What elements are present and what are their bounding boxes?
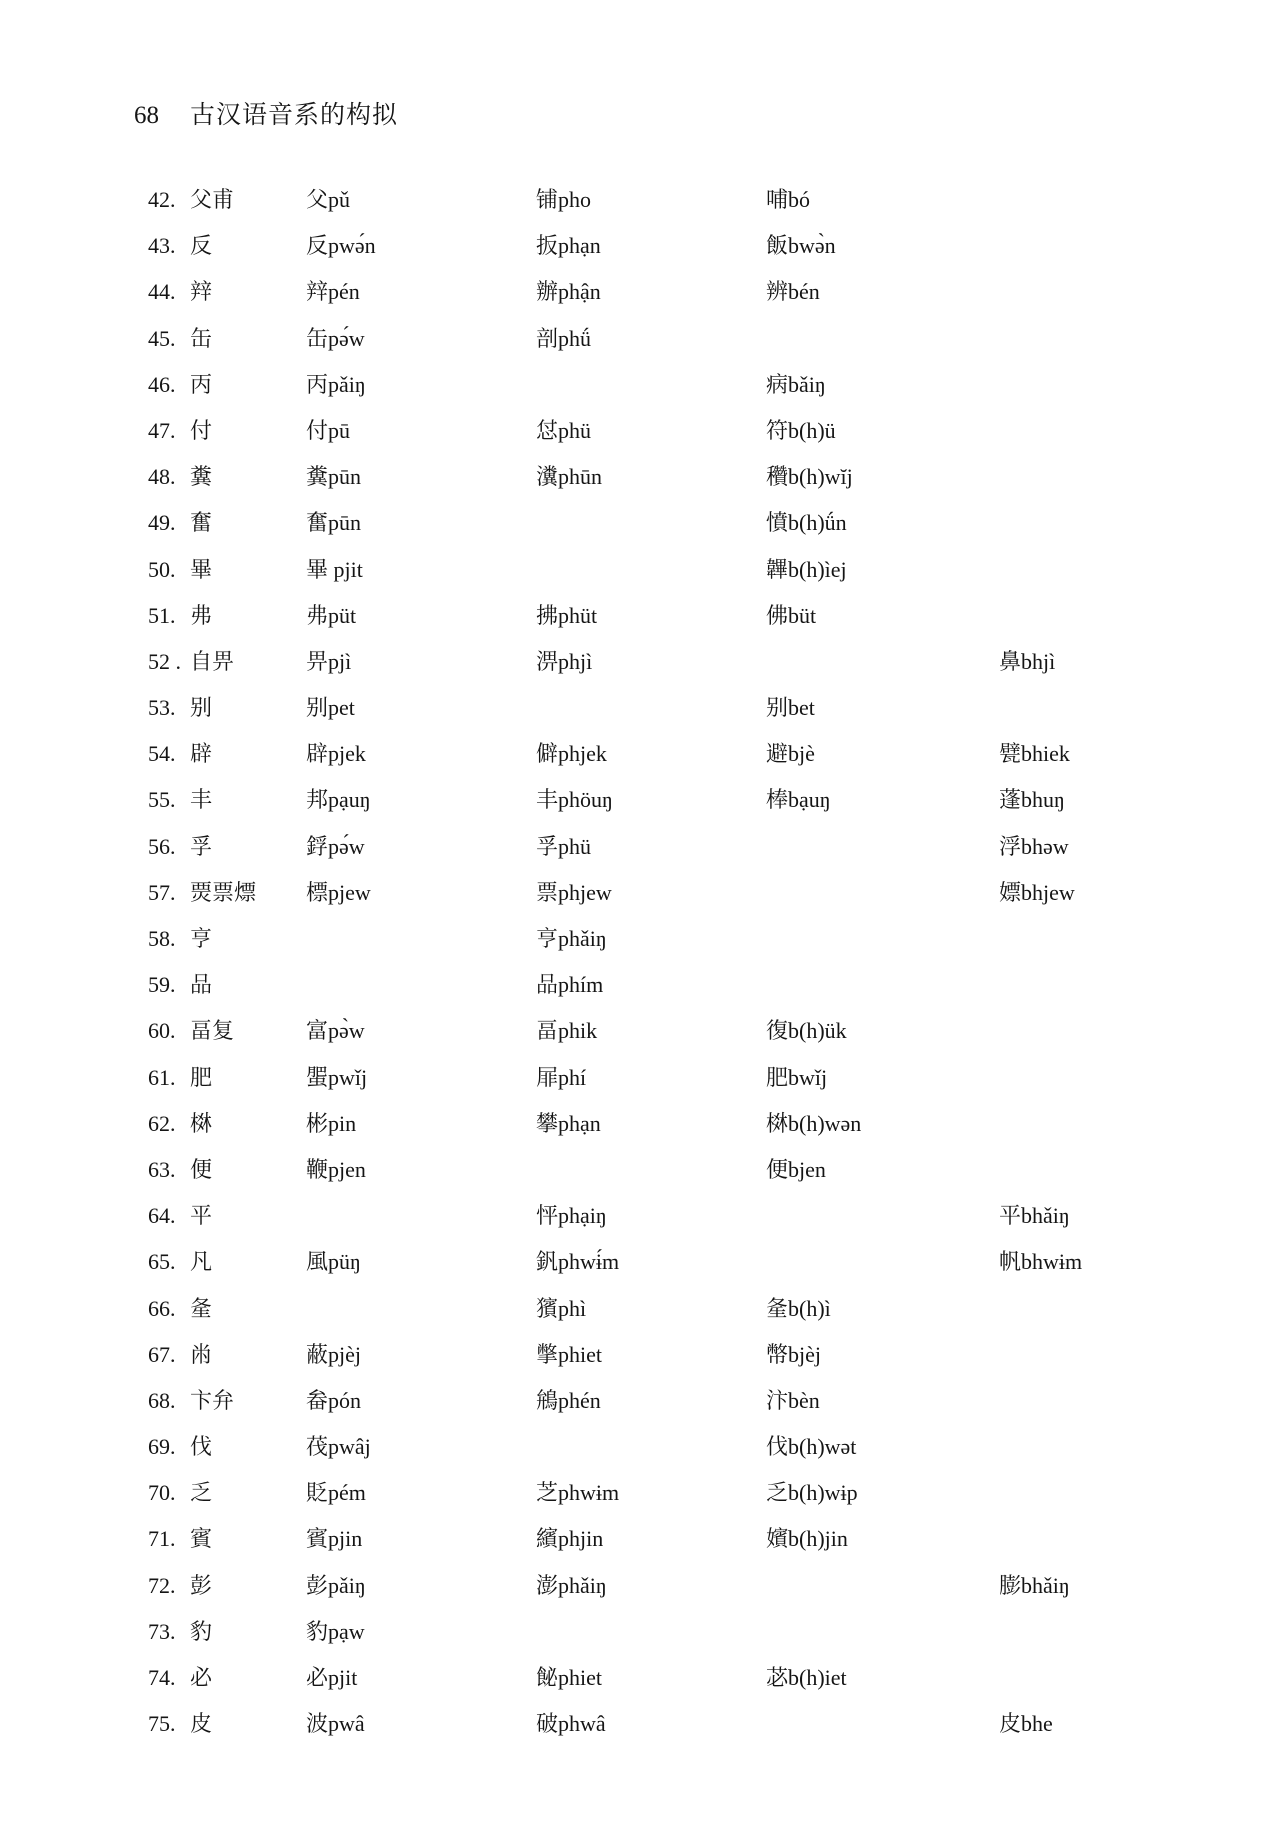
b-reading: 嬪b(h)jin (766, 1526, 848, 1552)
table-row (0, 1101, 1280, 1147)
ph-reading: 畐phik (536, 1018, 598, 1044)
b-reading: 韠b(h)ìej (766, 556, 847, 582)
table-row (0, 1193, 1280, 1239)
ph-reading: 淠phjì (536, 648, 593, 674)
phonetic-element: 伐 (190, 1434, 213, 1460)
entry-number: 47. (148, 417, 176, 443)
p-reading: 風püŋ (306, 1249, 361, 1275)
entry-number: 58. (148, 926, 176, 951)
phonetic-element: 肥 (190, 1064, 213, 1090)
entry-number: 64. (148, 1203, 176, 1229)
table-row (0, 685, 1280, 731)
entry-number: 68. (148, 1387, 176, 1413)
p-reading: 糞pūn (306, 464, 362, 490)
b-reading: 棒bạuŋ (766, 787, 831, 813)
table-row (0, 824, 1280, 870)
p-reading: 鋢pə́w (306, 833, 365, 859)
b-reading: 肥bwǐj (766, 1064, 828, 1090)
ph-reading: 飶phiet (536, 1665, 602, 1690)
phonetic-element: 彭 (190, 1572, 213, 1598)
table-row (0, 1516, 1280, 1562)
phonetic-element: 父甫 (190, 187, 235, 212)
p-reading: 貶pém (306, 1480, 366, 1506)
entry-number: 60. (148, 1018, 176, 1044)
phonetic-element: 反 (190, 233, 213, 259)
phonetic-element: 豹 (190, 1618, 213, 1644)
phonetic-element: 凡 (190, 1249, 213, 1275)
b-reading: 乏b(h)wɨp (766, 1480, 858, 1506)
p-reading: 奮pūn (306, 510, 362, 536)
b-reading: 復b(h)ük (766, 1018, 847, 1044)
phonetic-element: 㶾票熛 (190, 879, 257, 905)
entry-number: 57. (148, 879, 176, 905)
entry-number: 51. (148, 602, 176, 628)
phonetic-element: 皮 (190, 1711, 213, 1737)
p-reading: 豹pạw (306, 1618, 365, 1644)
table-row (0, 1147, 1280, 1193)
ph-reading: 怤phü (536, 417, 592, 443)
table-row (0, 962, 1280, 1008)
ph-reading: 铺pho (536, 187, 592, 212)
phonetic-element: 孚 (190, 833, 213, 859)
table-row (0, 408, 1280, 454)
b-reading: 别bet (766, 695, 815, 721)
phonetic-element: 㡀 (190, 1341, 213, 1367)
phonetic-element: 㚅 (190, 1295, 213, 1321)
phonetic-element: 辡 (190, 279, 213, 305)
entry-number: 44. (148, 279, 176, 305)
phonetic-element: 亨 (190, 926, 213, 951)
ph-reading: 亨phǎiŋ (536, 926, 607, 951)
ph-reading: 拂phüt (536, 602, 598, 628)
phonetic-element: 畢 (190, 556, 213, 582)
ph-reading: 攀phạn (536, 1110, 601, 1136)
p-reading: 畀pjì (306, 648, 352, 674)
table-row (0, 547, 1280, 593)
b-reading: 病bǎiŋ (766, 371, 826, 397)
p-reading: 辟pjek (306, 741, 366, 767)
bh-reading: 皮bhe (999, 1711, 1053, 1737)
table-row (0, 1470, 1280, 1516)
phonetic-element: 奮 (190, 510, 213, 536)
bh-reading: 甓bhiek (999, 741, 1070, 767)
entry-number: 49. (148, 510, 176, 536)
ph-reading: 扳phạn (536, 233, 601, 259)
bh-reading: 帆bhwɨm (999, 1249, 1083, 1275)
b-reading: 飯bwə̀n (766, 233, 836, 259)
page-number: 68 (134, 102, 159, 129)
b-reading: 符b(h)ü (766, 417, 836, 443)
ph-reading: 芝phwɨm (536, 1480, 620, 1506)
entry-number: 43. (148, 233, 176, 259)
p-reading: 蜰pwǐj (306, 1064, 368, 1090)
phonetic-element: 丰 (190, 787, 213, 813)
table-row (0, 1286, 1280, 1332)
p-reading: 父pǔ (306, 187, 351, 212)
b-reading: 棥b(h)wən (766, 1110, 862, 1136)
p-reading: 缶pə́w (306, 325, 365, 351)
ph-reading: 屝phí (536, 1064, 587, 1090)
p-reading: 必pjit (306, 1665, 358, 1690)
entry-number: 56. (148, 833, 176, 859)
p-reading: 付pū (306, 417, 351, 443)
ph-reading: 澎phǎiŋ (536, 1572, 607, 1598)
phonetic-element: 别 (190, 695, 213, 721)
ph-reading: 辦phận (536, 279, 601, 305)
p-reading: 鞭pjen (306, 1156, 366, 1182)
p-reading: 反pwə́n (306, 233, 376, 259)
entry-number: 63. (148, 1156, 176, 1182)
table-row (0, 593, 1280, 639)
b-reading: 伐b(h)wət (766, 1434, 857, 1460)
table-row (0, 454, 1280, 500)
entry-number: 73. (148, 1618, 176, 1644)
phonetic-element: 乏 (190, 1480, 213, 1506)
entry-number: 62. (148, 1110, 176, 1136)
b-reading: 幣bjèj (766, 1341, 821, 1367)
phonetic-element: 糞 (190, 464, 213, 490)
ph-reading: 瀵phūn (536, 464, 603, 490)
ph-reading: 鴘phén (536, 1387, 601, 1413)
phonetic-element: 付 (190, 417, 213, 443)
book-title: 古汉语音系的构拟 (190, 102, 399, 129)
entry-number: 53. (148, 695, 176, 721)
table-row (0, 1055, 1280, 1101)
phonetic-element: 賓 (190, 1526, 213, 1552)
table-row (0, 1424, 1280, 1470)
entry-number: 65. (148, 1249, 176, 1275)
phonetic-element: 卞弁 (190, 1387, 235, 1413)
p-reading: 標pjew (306, 879, 371, 905)
p-reading: 彭pǎiŋ (306, 1572, 366, 1598)
table-row (0, 316, 1280, 362)
phonetic-series-list (0, 177, 1280, 1747)
ph-reading: 撆phiet (536, 1341, 602, 1367)
p-reading: 茷pwâj (306, 1434, 371, 1460)
entry-number: 72. (148, 1572, 176, 1598)
table-row (0, 1378, 1280, 1424)
b-reading: 便bjen (766, 1156, 826, 1182)
table-row (0, 177, 1280, 223)
ph-reading: 繽phjin (536, 1526, 604, 1552)
table-row (0, 1609, 1280, 1655)
ph-reading: 票phjew (536, 879, 612, 905)
entry-number: 42. (148, 187, 176, 212)
b-reading: 辨bén (766, 279, 820, 305)
table-row (0, 1008, 1280, 1054)
phonetic-element: 棥 (190, 1110, 213, 1136)
table-row (0, 639, 1280, 685)
table-row (0, 731, 1280, 777)
b-reading: 避bjè (766, 741, 815, 767)
entry-number: 46. (148, 371, 176, 397)
p-reading: 弗püt (306, 602, 357, 628)
ph-reading: 品phím (536, 972, 604, 998)
entry-number: 66. (148, 1295, 176, 1321)
entry-number: 75. (148, 1711, 176, 1737)
entry-number: 70. (148, 1480, 176, 1506)
b-reading: 汴bèn (766, 1387, 820, 1413)
entry-number: 61. (148, 1064, 176, 1090)
entry-number: 54. (148, 741, 176, 767)
table-row (0, 777, 1280, 823)
table-row (0, 1655, 1280, 1701)
entry-number: 59. (148, 972, 176, 998)
phonetic-element: 畐复 (190, 1018, 235, 1044)
b-reading: 㚅b(h)ì (766, 1295, 831, 1321)
b-reading: 佛büt (766, 602, 817, 628)
ph-reading: 丰phöuŋ (536, 787, 613, 813)
entry-number: 67. (148, 1341, 176, 1367)
b-reading: 哺bó (766, 187, 811, 212)
table-row (0, 916, 1280, 962)
ph-reading: 剖phǘ (536, 325, 592, 351)
bh-reading: 蓬bhuŋ (999, 787, 1065, 813)
table-row (0, 1701, 1280, 1747)
table-row (0, 1563, 1280, 1609)
running-header (0, 100, 1280, 132)
ph-reading: 釩phwɨ́m (536, 1249, 620, 1275)
entry-number: 48. (148, 464, 176, 490)
phonetic-element: 必 (190, 1665, 213, 1690)
entry-number: 45. (148, 325, 176, 351)
p-reading: 畢 pjit (306, 556, 363, 582)
bh-reading: 鼻bhjì (999, 648, 1056, 674)
phonetic-element: 弗 (190, 602, 213, 628)
phonetic-element: 品 (190, 972, 213, 998)
ph-reading: 破phwâ (536, 1711, 606, 1737)
ph-reading: 孚phü (536, 833, 592, 859)
p-reading: 辡pén (306, 279, 360, 305)
phonetic-element: 便 (190, 1156, 213, 1182)
p-reading: 富pə̀w (306, 1018, 365, 1044)
entry-number: 50. (148, 556, 176, 582)
table-row (0, 870, 1280, 916)
b-reading: 憤b(h)ǘn (766, 510, 847, 536)
phonetic-element: 丙 (190, 371, 213, 397)
entry-number: 69. (148, 1434, 176, 1460)
p-reading: 蔽pjèj (306, 1341, 361, 1367)
bh-reading: 膨bhǎiŋ (999, 1572, 1070, 1598)
p-reading: 别pet (306, 695, 355, 721)
b-reading: 穳b(h)wĭj (766, 464, 853, 490)
p-reading: 畚pón (306, 1387, 362, 1413)
p-reading: 賓pjin (306, 1526, 363, 1552)
table-row (0, 1239, 1280, 1285)
phonetic-element: 平 (190, 1203, 213, 1229)
b-reading: 苾b(h)iet (766, 1665, 847, 1690)
p-reading: 彬pin (306, 1110, 357, 1136)
p-reading: 邦pạuŋ (306, 787, 371, 813)
table-row (0, 269, 1280, 315)
bh-reading: 嫖bhjew (999, 879, 1075, 905)
bh-reading: 平bhǎiŋ (999, 1203, 1070, 1229)
p-reading: 丙pǎiŋ (306, 371, 366, 397)
ph-reading: 僻phjek (536, 741, 607, 767)
p-reading: 波pwâ (306, 1711, 365, 1737)
table-row (0, 362, 1280, 408)
bh-reading: 浮bhəw (999, 833, 1069, 859)
entry-number: 55. (148, 787, 176, 813)
phonetic-element: 辟 (190, 741, 213, 767)
entry-number: 74. (148, 1665, 176, 1690)
table-row (0, 223, 1280, 269)
table-row (0, 1332, 1280, 1378)
entry-number: 71. (148, 1526, 176, 1552)
ph-reading: 獱phì (536, 1295, 587, 1321)
phonetic-element: 缶 (190, 325, 213, 351)
table-row (0, 500, 1280, 546)
entry-number: 52 . (148, 648, 181, 674)
phonetic-element: 自畀 (190, 648, 235, 674)
ph-reading: 怦phạiŋ (536, 1203, 607, 1229)
